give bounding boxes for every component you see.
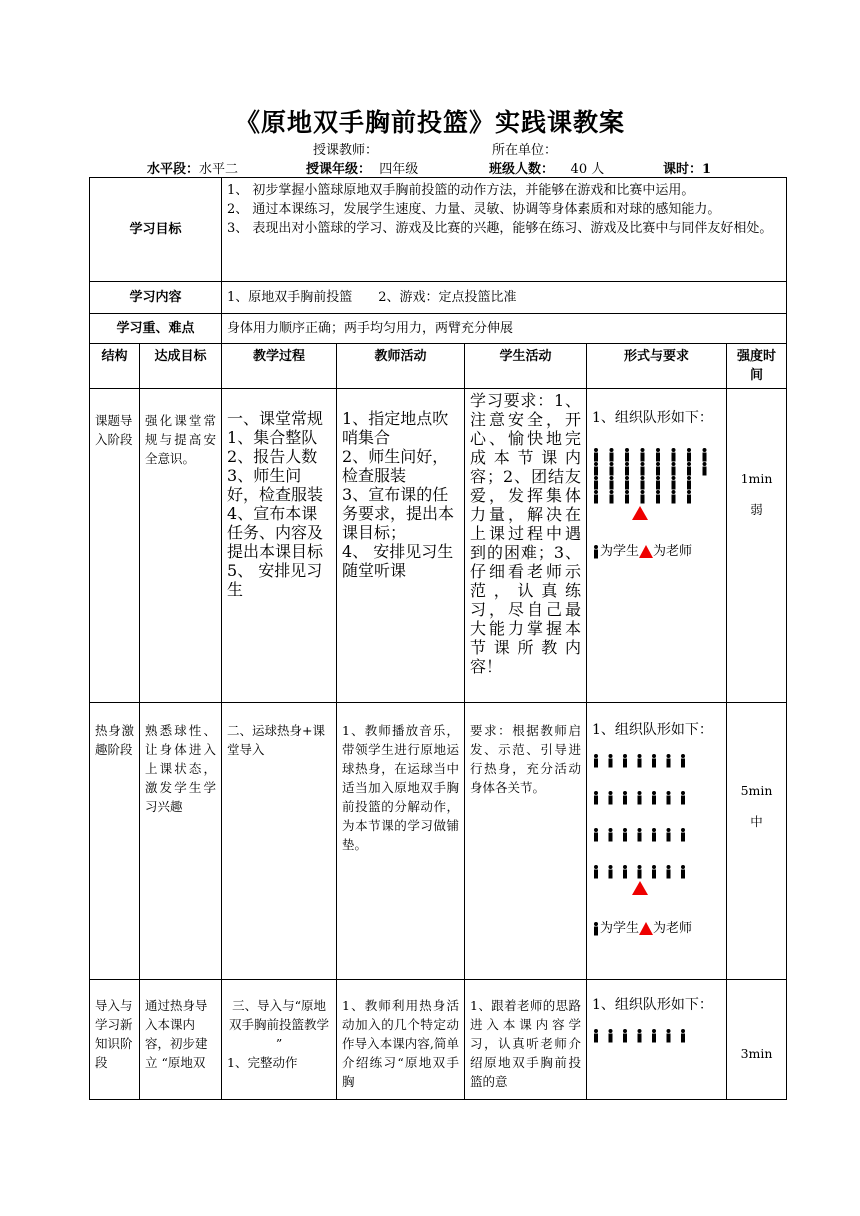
process-cell (222, 389, 337, 703)
content-label: 学习内容 (90, 282, 222, 314)
time-cell (727, 389, 787, 703)
student-figure-icon (594, 462, 598, 476)
student-figure-icon (656, 448, 660, 462)
student-figure-icon (641, 462, 645, 476)
student-cell: 要求：根据教师启发、示范、引导进行热身，充分活动身体各关节。 (465, 703, 587, 980)
formation-row-4 (592, 490, 721, 504)
class-size-field: 班级人数： 40 人 (489, 162, 605, 177)
header-structure: 结构 (90, 344, 140, 389)
student-figure-icon (623, 828, 627, 842)
student-figure-icon (609, 1029, 613, 1043)
key-points-label: 学习重、难点 (90, 314, 222, 344)
header-student: 学生活动 (465, 344, 587, 389)
time-cell (727, 703, 787, 980)
student-figure-icon (652, 865, 656, 879)
teacher-triangle-icon (632, 881, 648, 895)
student-figure-icon (623, 865, 627, 879)
process-line: ” (275, 1036, 283, 1051)
formation-row-1 (592, 1029, 721, 1043)
form-title: 1、组织队形如下： (592, 410, 713, 426)
formation-legend (592, 919, 721, 938)
student-figure-icon (609, 754, 613, 768)
student-figure-icon (667, 791, 671, 805)
goal-item: 1、 初步掌握小篮球原地双手胸前投篮的动作方法，并能够在游戏和比赛中运用。 (227, 183, 695, 198)
student-cell: 1、跟着老师的思路进入本课内容学习，认真听老师介绍原地双手胸前投篮的意 (465, 980, 587, 1100)
student-figure-icon (592, 545, 600, 559)
goals-row (90, 178, 787, 282)
table-row (90, 703, 787, 980)
student-figure-icon (638, 1029, 642, 1043)
page-title: 《原地双手胸前投篮》实践课教案 (234, 108, 625, 137)
student-figure-icon (641, 448, 645, 462)
time-value: 1min (740, 471, 773, 486)
student-figure-icon (594, 1029, 598, 1043)
student-figure-icon (641, 490, 645, 504)
legend-student-label: 为学生 (600, 921, 640, 936)
student-figure-icon (623, 754, 627, 768)
teacher-cell (337, 389, 465, 703)
student-figure-icon (687, 476, 691, 490)
formation-row-3 (592, 828, 721, 842)
process-line: 1、完整动作 (227, 1055, 298, 1070)
process-line: 二、运球热身+课堂导入 (227, 723, 325, 757)
formation-row-2 (592, 462, 721, 476)
goal-item: 3、 表现出对小篮球的学习、游戏及比赛的兴趣，能够在练习、游戏及比赛中与同伴友好相处。 (227, 221, 773, 236)
teacher-line: 4、 安排见习生随堂听课 (342, 542, 454, 580)
student-figure-icon (638, 865, 642, 879)
structure-cell: 热身激趣阶段 (90, 703, 140, 980)
student-figure-icon (656, 462, 660, 476)
formation-legend (592, 542, 721, 561)
student-figure-icon (641, 476, 645, 490)
student-figure-icon (610, 448, 614, 462)
student-figure-icon (638, 828, 642, 842)
form-cell (587, 389, 727, 703)
formation-diagram (592, 754, 721, 901)
student-figure-icon (672, 476, 676, 490)
process-line: 4、宣布本课任务、内容及提出本课目标 (227, 504, 324, 561)
student-figure-icon (610, 476, 614, 490)
student-cell: 学习要求：1、注意安全，开心、愉快地完成本节课内容；2、团结友爱，发挥集体力量，解决在上课过程中遇到的困难；3、仔细看老师示范，认真练习，尽自己最大能力掌握本节课所教内容！ (465, 389, 587, 703)
student-figure-icon (703, 448, 707, 462)
header-time: 强度时间 (727, 344, 787, 389)
objective-cell: 通过热身导入本课内容，初步建立 “原地双 (140, 980, 222, 1100)
teacher-triangle-icon (639, 922, 653, 935)
student-figure-icon (609, 791, 613, 805)
time-value: 3min (740, 1046, 773, 1061)
header-process: 教学过程 (222, 344, 337, 389)
student-figure-icon (625, 490, 629, 504)
student-figure-icon (594, 828, 598, 842)
student-figure-icon (594, 754, 598, 768)
student-figure-icon (594, 476, 598, 490)
student-figure-icon (667, 828, 671, 842)
formation-row-3 (592, 476, 721, 490)
student-figure-icon (672, 490, 676, 504)
student-figure-icon (625, 448, 629, 462)
process-cell (222, 980, 337, 1100)
formation-row-2 (592, 791, 721, 805)
student-figure-icon (592, 922, 600, 936)
student-figure-icon (594, 865, 598, 879)
student-figure-icon (623, 791, 627, 805)
goals-cell (222, 178, 787, 282)
header-teacher: 教师活动 (337, 344, 465, 389)
grade-field: 授课年级： 四年级 (306, 162, 419, 177)
student-figure-icon (652, 754, 656, 768)
unit-label: 所在单位： (492, 143, 558, 158)
student-figure-icon (609, 865, 613, 879)
student-figure-icon (672, 448, 676, 462)
process-line: 三、导入与“原地双手胸前投篮教学 (229, 998, 330, 1032)
key-points-row (90, 314, 787, 344)
hours-field: 课时：1 (663, 162, 712, 177)
process-line: 一、课堂常规 (227, 409, 324, 428)
process-line: 1、集合整队 (227, 428, 318, 447)
header-form: 形式与要求 (587, 344, 727, 389)
student-figure-icon (610, 462, 614, 476)
teacher-cell (337, 703, 465, 980)
teacher-line: 3、宣布课的任务要求，提出本课目标； (342, 485, 455, 542)
student-figure-icon (594, 791, 598, 805)
header-row (90, 344, 787, 389)
student-figure-icon (687, 448, 691, 462)
teacher-label: 授课教师： (313, 143, 379, 158)
student-figure-icon (667, 865, 671, 879)
process-cell (222, 703, 337, 980)
teacher-line: 1、指定地点吹哨集合 (342, 409, 449, 447)
teacher-line: 1、教师利用热身活动加入的几个特定动作导入本课内容,简单介绍练习“原地双手胸 (342, 998, 460, 1089)
student-figure-icon (594, 448, 598, 462)
process-line: 2、报告人数 (227, 447, 318, 466)
student-figure-icon (625, 462, 629, 476)
student-figure-icon (656, 490, 660, 504)
legend-teacher-label: 为老师 (653, 544, 693, 559)
objective-cell: 熟悉球性、让身体进入上课状态，激发学生学习兴趣 (140, 703, 222, 980)
level-field: 水平段：水平二 (147, 162, 239, 177)
process-line: 5、 安排见习生 (227, 561, 323, 599)
header-objective: 达成目标 (140, 344, 222, 389)
form-title: 1、组织队形如下： (592, 722, 713, 738)
teacher-triangle-icon (632, 506, 648, 520)
student-figure-icon (667, 1029, 671, 1043)
student-figure-icon (667, 754, 671, 768)
table-row (90, 980, 787, 1100)
student-figure-icon (681, 865, 685, 879)
student-figure-icon (625, 476, 629, 490)
formation-diagram (592, 448, 721, 526)
student-figure-icon (652, 791, 656, 805)
objective-cell: 强化课堂常规与提高安全意识。 (140, 389, 222, 703)
student-figure-icon (672, 462, 676, 476)
student-figure-icon (703, 462, 707, 476)
lesson-plan-table (89, 177, 787, 1100)
teacher-cell (337, 980, 465, 1100)
formation-row-4 (592, 865, 721, 879)
student-figure-icon (623, 1029, 627, 1043)
student-figure-icon (681, 1029, 685, 1043)
formation-diagram (592, 1029, 721, 1043)
student-figure-icon (681, 754, 685, 768)
teacher-triangle-icon (639, 545, 653, 558)
form-cell (587, 703, 727, 980)
teacher-line: 1、教师播放音乐，带领学生进行原地运球热身，在运球当中适当加入原地双手胸前投篮的分解动作，为本节课的学习做铺垫。 (342, 723, 460, 852)
structure-cell: 导入与学习新知识阶段 (90, 980, 140, 1100)
structure-cell: 课题导入阶段 (90, 389, 140, 703)
student-figure-icon (652, 828, 656, 842)
teacher-line: 2、师生问好，检查服装 (342, 447, 449, 485)
legend-student-label: 为学生 (600, 544, 640, 559)
student-figure-icon (687, 490, 691, 504)
content-value: 1、原地双手胸前投篮 2、游戏：定点投篮比准 (222, 282, 787, 314)
content-row (90, 282, 787, 314)
legend-teacher-label: 为老师 (653, 921, 693, 936)
student-figure-icon (687, 462, 691, 476)
process-line: 3、师生问好，检查服装 (227, 466, 324, 504)
time-value: 5min (740, 783, 773, 798)
time-cell (727, 980, 787, 1100)
student-figure-icon (610, 490, 614, 504)
student-figure-icon (656, 476, 660, 490)
goals-label: 学习目标 (90, 178, 222, 282)
student-figure-icon (681, 791, 685, 805)
intensity-value: 弱 (750, 502, 763, 517)
student-figure-icon (638, 754, 642, 768)
student-figure-icon (638, 791, 642, 805)
goal-item: 2、 通过本课练习，发展学生速度、力量、灵敏、协调等身体素质和对球的感知能力。 (227, 202, 721, 217)
student-figure-icon (594, 490, 598, 504)
key-points-value: 身体用力顺序正确；两手均匀用力，两臂充分伸展 (222, 314, 787, 344)
form-cell (587, 980, 727, 1100)
student-figure-icon (681, 828, 685, 842)
formation-row-1 (592, 448, 721, 462)
table-row (90, 389, 787, 703)
student-figure-icon (609, 828, 613, 842)
form-title: 1、组织队形如下： (592, 997, 713, 1013)
intensity-value: 中 (750, 814, 763, 829)
student-figure-icon (652, 1029, 656, 1043)
formation-row-1 (592, 754, 721, 768)
